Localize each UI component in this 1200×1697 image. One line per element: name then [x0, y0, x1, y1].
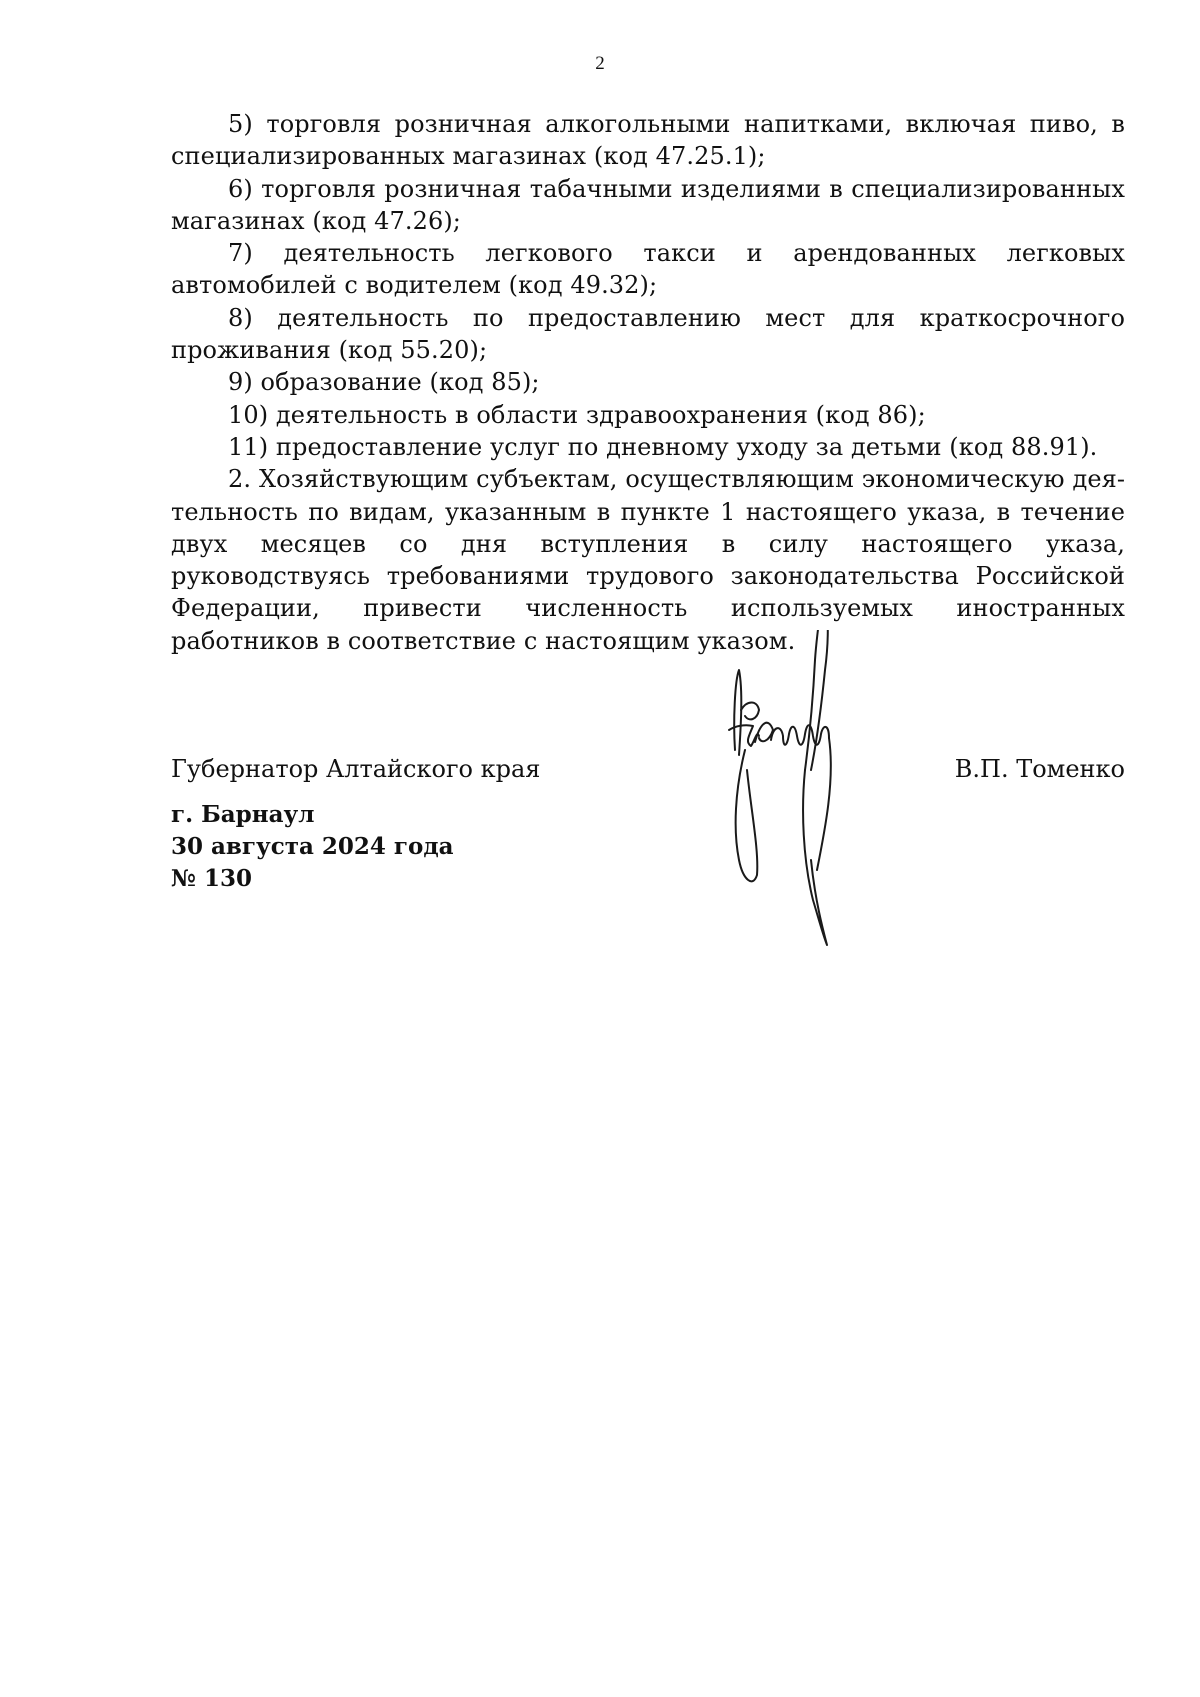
list-item-6: 6) торговля розничная табачными изделиями в специализированных магазинах (код 47.26); — [171, 174, 1125, 235]
list-item-10: 10) деятельность в области здравоохранения (код 86); — [228, 400, 926, 429]
list-item-8: 8) деятельность по предоставлению мест для краткосрочного проживания (код 55.20); — [171, 303, 1125, 365]
list-item-11: 11) предоставление услуг по дневному уходу за детьми (код 88.91). — [228, 432, 1098, 461]
list-item-7: 7) деятельность легкового такси и арендованных легковых автомобилей с водителем (код 49.32); — [171, 239, 1125, 300]
place-date-block — [171, 799, 454, 895]
decree-number: № 130 — [171, 865, 253, 892]
page-number: 2 — [595, 53, 605, 74]
city: г. Барнаул — [171, 801, 315, 828]
signer-name: В.П. Томенко — [954, 755, 1125, 783]
list-item-5: 5) торговля розничная алкогольными напитками, включая пиво, в специализированных магазинах (код 47.25.1); — [171, 110, 1125, 171]
handwritten-signature — [725, 630, 925, 1030]
decree-date: 30 августа 2024 года — [171, 833, 454, 860]
decree-body — [171, 108, 1125, 657]
paragraph-2: 2. Хозяйствующим субъектам, осуществляющим экономическую деятельность по видам, указанным в пункте 1 настоящего указа, в течение двух месяцев со дня вступления в силу настоящего указа, руководствуясь требованиями трудового законодательства Российской Федерации, привести численность используемых иностранных работников в соответствие с настоящим указом. — [171, 465, 1125, 655]
signer-position: Губернатор Алтайского края — [171, 755, 541, 783]
list-item-9: 9) образование (код 85); — [228, 368, 540, 397]
